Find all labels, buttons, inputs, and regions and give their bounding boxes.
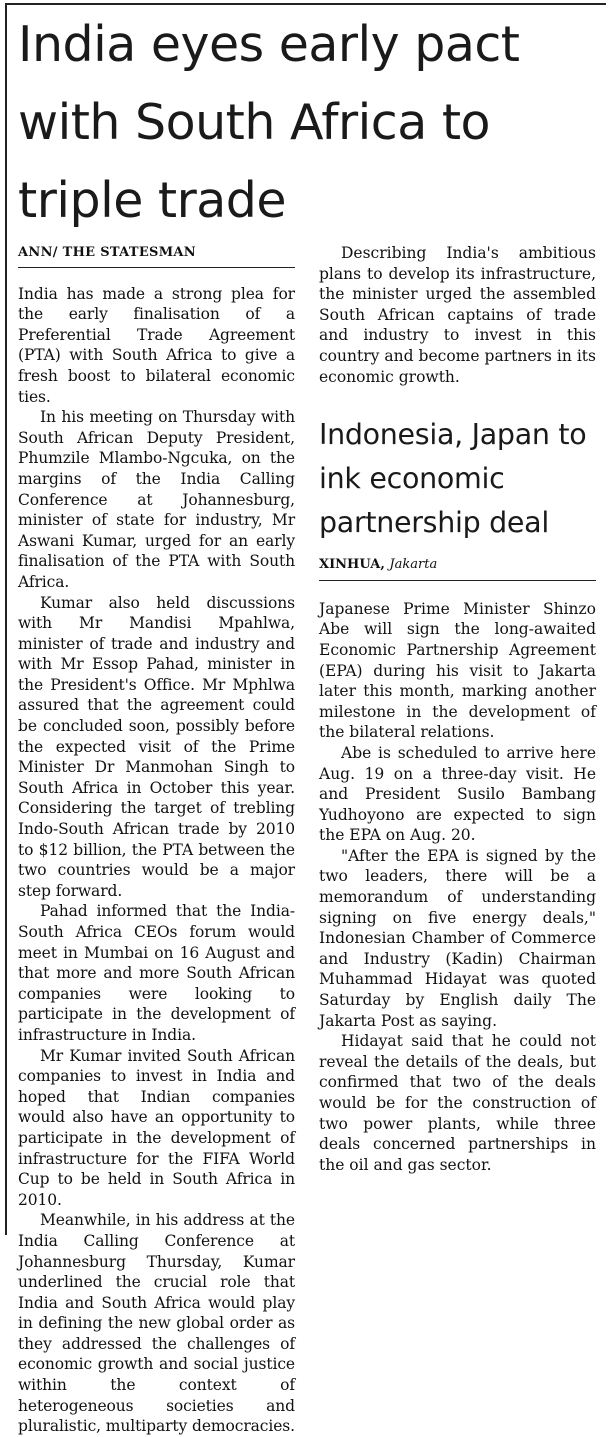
- byline-rule: [319, 580, 596, 581]
- article-2-byline: [319, 555, 596, 576]
- article-2-headline: Indonesia, Japan to ink economic partnership deal: [319, 418, 587, 540]
- article-1-paragraph: Kumar also held discussions with Mr Mandisi Mpahlwa, minister of trade and industry and with Mr Essop Pahad, minister in the President's Office. Mr Mphlwa assured that the agreement could be concluded soon, possibly before the expected visit of the Prime Minister Dr Manmohan Singh to South Africa in October this year. Considering the target of trebling Indo-South African trade by 2010 to $12 billion, the PTA between the two countries would be a major step forward.: [18, 593, 295, 900]
- article-2-paragraph: Japanese Prime Minister Shinzo Abe will sign the long-awaited Economic Partnership Agreement (EPA) during his visit to Jakarta later this month, marking another milestone in the development of the bilateral relations.: [319, 599, 596, 742]
- left-column-rule: [5, 3, 7, 1235]
- article-2-agency: XINHUA,: [319, 557, 385, 573]
- article-1-column-left: [18, 243, 295, 1437]
- article-2-paragraph: Hidayat said that he could not reveal the details of the deals, but confirmed that two of the deals would be for the construction of two power plants, while three deals concerned partnerships in the oil and gas sector.: [319, 1032, 596, 1174]
- article-2-paragraph: Abe is scheduled to arrive here Aug. 19 on a three-day visit. He and President Susilo Bambang Yudhoyono are expected to sign the EPA on Aug. 20.: [319, 743, 596, 845]
- article-1-paragraph: Pahad informed that the India-South Africa CEOs forum would meet in Mumbai on 16 August and that more and more South African companies were looking to participate in the development of infrastructure in India.: [18, 902, 295, 1044]
- top-rule: [6, 3, 606, 5]
- article-1-headline: India eyes early pact with South Africa to triple trade: [18, 16, 520, 229]
- byline-rule: [18, 267, 295, 268]
- article-1-paragraph: India has made a strong plea for the early finalisation of a Preferential Trade Agreement (PTA) with South Africa to give a fresh boost to bilateral economic ties.: [18, 284, 295, 406]
- article-1-byline: [18, 243, 295, 264]
- article-2-paragraph: "After the EPA is signed by the two leaders, there will be a memorandum of understanding signing on five energy deals," Indonesian Chamber of Commerce and Industry (Kadin) Chairman Muhammad Hidayat was quoted Saturday by English daily The Jakarta Post as saying.: [319, 846, 596, 1030]
- article-1-paragraph: Describing India's ambitious plans to develop its infrastructure, the minister urged the assembled South African captains of trade and industry to invest in this country and become partners in its economic growth.: [319, 244, 596, 386]
- article-column-right: [319, 243, 596, 1175]
- article-1-paragraph: In his meeting on Thursday with South African Deputy President, Phumzile Mlambo-Ngcuka, on the margins of the India Calling Conference at Johannesburg, minister of state for industry, Mr Aswani Kumar, urged for an early finalisation of the PTA with South Africa.: [18, 408, 295, 591]
- article-1-byline-text: ANN/ THE STATESMAN: [18, 245, 196, 260]
- article-1-paragraph: Mr Kumar invited South African companies to invest in India and hoped that Indian companies would also have an opportunity to participate in the development of infrastructure for the FIFA World Cup to be held in South Africa in 2010.: [18, 1046, 295, 1209]
- article-2-place: Jakarta: [389, 557, 438, 573]
- article-1-paragraph: Meanwhile, in his address at the India Calling Conference at Johannesburg Thursday, Kumar underlined the crucial role that India and South Africa would play in defining the new global order as they addressed the challenges of economic growth and social justice within the context of heterogeneous societies and pluralistic, multiparty democracies.: [18, 1211, 295, 1436]
